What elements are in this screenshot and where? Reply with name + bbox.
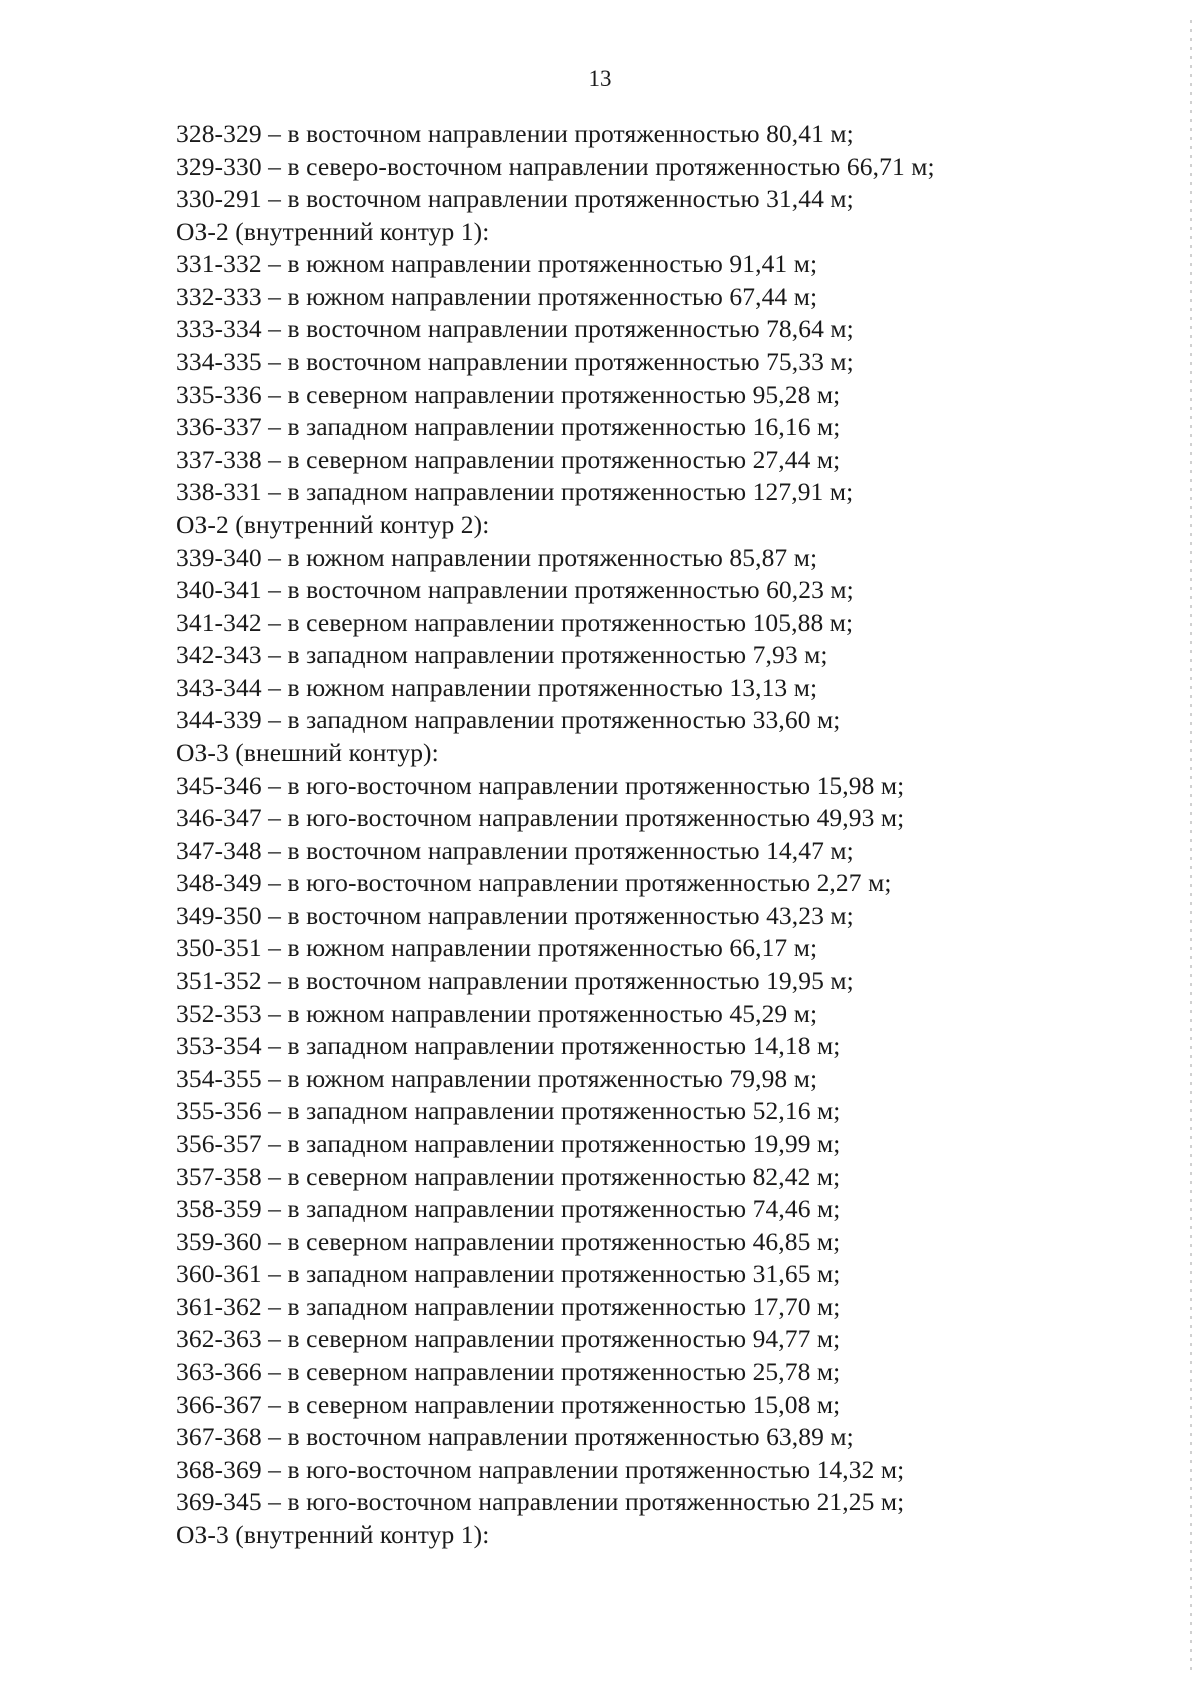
- boundary-description-list: [176, 118, 1136, 1551]
- boundary-line: 356-357 – в западном направлении протяженностью 19,99 м;: [176, 1128, 841, 1158]
- boundary-line: 350-351 – в южном направлении протяженностью 66,17 м;: [176, 933, 818, 963]
- boundary-line: 362-363 – в северном направлении протяженностью 94,77 м;: [176, 1324, 841, 1354]
- boundary-line: 333-334 – в восточном направлении протяженностью 78,64 м;: [176, 314, 854, 344]
- boundary-line: 338-331 – в западном направлении протяженностью 127,91 м;: [176, 477, 854, 507]
- page-number: 13: [588, 66, 612, 91]
- scan-edge-artifact: [1190, 20, 1192, 1676]
- boundary-line: 329-330 – в северо-восточном направлении протяженностью 66,71 м;: [176, 151, 935, 181]
- boundary-line: 344-339 – в западном направлении протяженностью 33,60 м;: [176, 705, 841, 735]
- boundary-line: 349-350 – в восточном направлении протяженностью 43,23 м;: [176, 900, 854, 930]
- boundary-line: 328-329 – в восточном направлении протяженностью 80,41 м;: [176, 119, 854, 148]
- boundary-line: 342-343 – в западном направлении протяженностью 7,93 м;: [176, 640, 828, 670]
- boundary-line: 339-340 – в южном направлении протяженностью 85,87 м;: [176, 542, 818, 572]
- boundary-line: 348-349 – в юго-восточном направлении протяженностью 2,27 м;: [176, 868, 892, 898]
- boundary-line: 336-337 – в западном направлении протяженностью 16,16 м;: [176, 412, 841, 442]
- boundary-line: 361-362 – в западном направлении протяженностью 17,70 м;: [176, 1291, 841, 1321]
- section-heading: ОЗ-3 (внутренний контур 1):: [176, 1519, 490, 1549]
- boundary-line: 345-346 – в юго-восточном направлении протяженностью 15,98 м;: [176, 770, 905, 800]
- boundary-line: 330-291 – в восточном направлении протяженностью 31,44 м;: [176, 184, 854, 214]
- boundary-line: 359-360 – в северном направлении протяженностью 46,85 м;: [176, 1226, 841, 1256]
- boundary-line: 334-335 – в восточном направлении протяженностью 75,33 м;: [176, 347, 854, 377]
- section-heading: ОЗ-2 (внутренний контур 1):: [176, 216, 490, 246]
- boundary-line: 369-345 – в юго-восточном направлении протяженностью 21,25 м;: [176, 1487, 905, 1517]
- boundary-line: 351-352 – в восточном направлении протяженностью 19,95 м;: [176, 966, 854, 996]
- boundary-line: 363-366 – в северном направлении протяженностью 25,78 м;: [176, 1356, 841, 1386]
- boundary-line: 340-341 – в восточном направлении протяженностью 60,23 м;: [176, 575, 854, 605]
- section-heading: ОЗ-3 (внешний контур):: [176, 737, 439, 767]
- boundary-line: 346-347 – в юго-восточном направлении протяженностью 49,93 м;: [176, 803, 905, 833]
- boundary-line: 347-348 – в восточном направлении протяженностью 14,47 м;: [176, 835, 854, 865]
- section-heading: ОЗ-2 (внутренний контур 2):: [176, 509, 490, 539]
- boundary-line: 331-332 – в южном направлении протяженностью 91,41 м;: [176, 249, 818, 279]
- boundary-line: 354-355 – в южном направлении протяженностью 79,98 м;: [176, 1063, 818, 1093]
- boundary-line: 357-358 – в северном направлении протяженностью 82,42 м;: [176, 1161, 841, 1191]
- boundary-line: 332-333 – в южном направлении протяженностью 67,44 м;: [176, 281, 818, 311]
- boundary-line: 343-344 – в южном направлении протяженностью 13,13 м;: [176, 672, 818, 702]
- boundary-line: 355-356 – в западном направлении протяженностью 52,16 м;: [176, 1096, 841, 1126]
- boundary-line: 337-338 – в северном направлении протяженностью 27,44 м;: [176, 444, 841, 474]
- boundary-line: 366-367 – в северном направлении протяженностью 15,08 м;: [176, 1389, 841, 1419]
- boundary-line: 341-342 – в северном направлении протяженностью 105,88 м;: [176, 607, 854, 637]
- boundary-line: 367-368 – в восточном направлении протяженностью 63,89 м;: [176, 1422, 854, 1452]
- boundary-line: 358-359 – в западном направлении протяженностью 74,46 м;: [176, 1194, 841, 1224]
- boundary-line: 353-354 – в западном направлении протяженностью 14,18 м;: [176, 1031, 841, 1061]
- boundary-line: 335-336 – в северном направлении протяженностью 95,28 м;: [176, 379, 841, 409]
- boundary-line: 360-361 – в западном направлении протяженностью 31,65 м;: [176, 1259, 841, 1289]
- boundary-line: 352-353 – в южном направлении протяженностью 45,29 м;: [176, 998, 818, 1028]
- boundary-line: 368-369 – в юго-восточном направлении протяженностью 14,32 м;: [176, 1454, 905, 1484]
